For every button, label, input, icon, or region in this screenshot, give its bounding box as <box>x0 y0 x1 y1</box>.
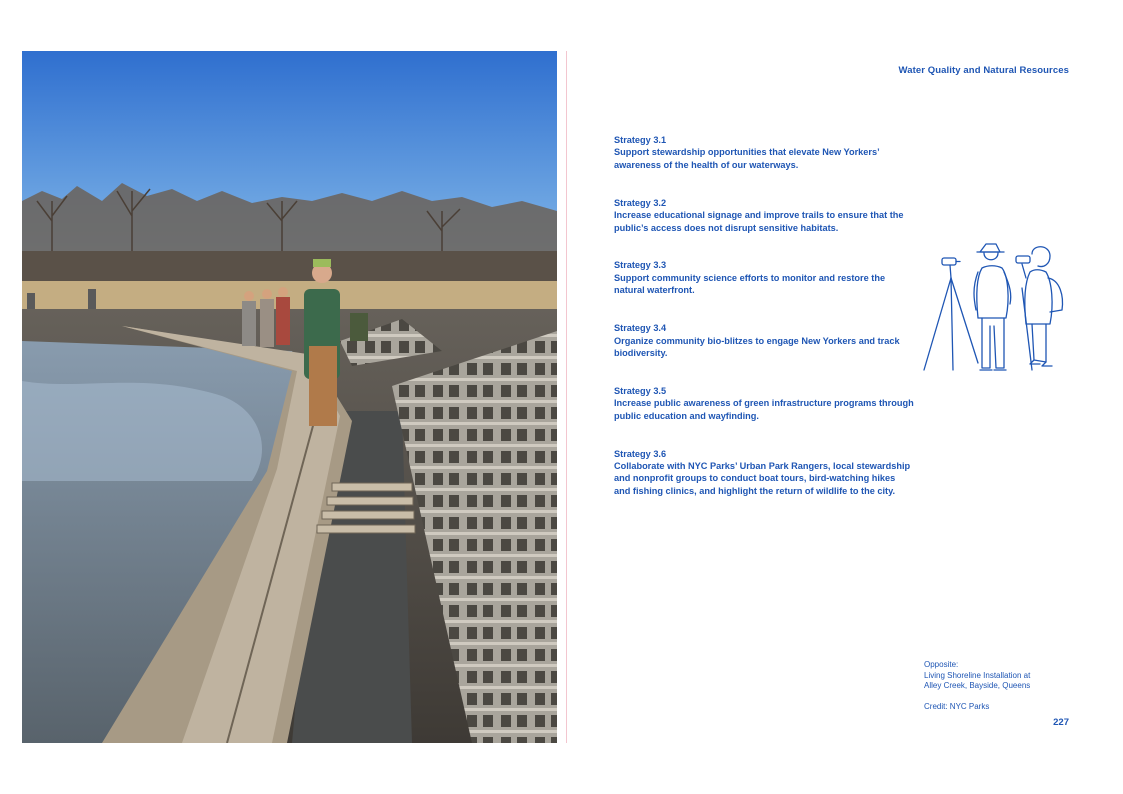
strategy-item <box>614 385 914 422</box>
strategy-item <box>614 259 914 296</box>
person-with-binoculars-icon <box>1016 247 1062 370</box>
strategy-text: Support community science efforts to monitor and restore the natural waterfront. <box>614 272 886 296</box>
page-spine-divider <box>566 51 567 743</box>
strategy-title: Strategy 3.3 <box>614 260 667 271</box>
photo-caption <box>924 660 1064 712</box>
birdwatchers-illustration <box>920 238 1075 378</box>
section-header: Water Quality and Natural Resources <box>898 65 1069 76</box>
caption-line: Living Shoreline Installation at <box>924 670 1031 680</box>
strategy-item <box>614 448 914 498</box>
shoreline-photo <box>22 51 557 743</box>
strategy-item <box>614 197 914 234</box>
strategy-title: Strategy 3.5 <box>614 385 667 396</box>
strategy-text: Organize community bio-blitzes to engage New Yorkers and track biodiversity. <box>614 335 900 358</box>
strategy-list <box>614 134 914 523</box>
spotting-scope-icon <box>924 258 978 370</box>
strategy-title: Strategy 3.4 <box>614 323 667 334</box>
strategy-text: Increase public awareness of green infrastructure programs through public education and wayfinding. <box>614 398 914 421</box>
strategy-text: Support stewardship opportunities that elevate New Yorkers’ awareness of the health of our waterways. <box>614 147 880 170</box>
strategy-title: Strategy 3.2 <box>614 197 667 208</box>
strategy-item <box>614 322 914 359</box>
strategy-title: Strategy 3.1 <box>614 135 667 145</box>
strategy-item <box>614 134 914 171</box>
strategy-text: Increase educational signage and improve trails to ensure that the public’s access does not disrupt sensitive habitats. <box>614 210 904 233</box>
page-number: 227 <box>1053 717 1069 728</box>
caption-label: Opposite: <box>924 660 959 669</box>
strategy-text: Collaborate with NYC Parks’ Urban Park Rangers, local stewardship and nonprofit groups to conduct boat tours, bird-watching hikes and fishing clinics, and highlight the return of wildlife to the city. <box>614 461 911 496</box>
caption-line: Alley Creek, Bayside, Queens <box>924 681 1031 690</box>
person-with-hat-icon <box>974 244 1011 370</box>
caption-credit: Credit: NYC Parks <box>924 701 990 711</box>
strategy-title: Strategy 3.6 <box>614 448 667 459</box>
